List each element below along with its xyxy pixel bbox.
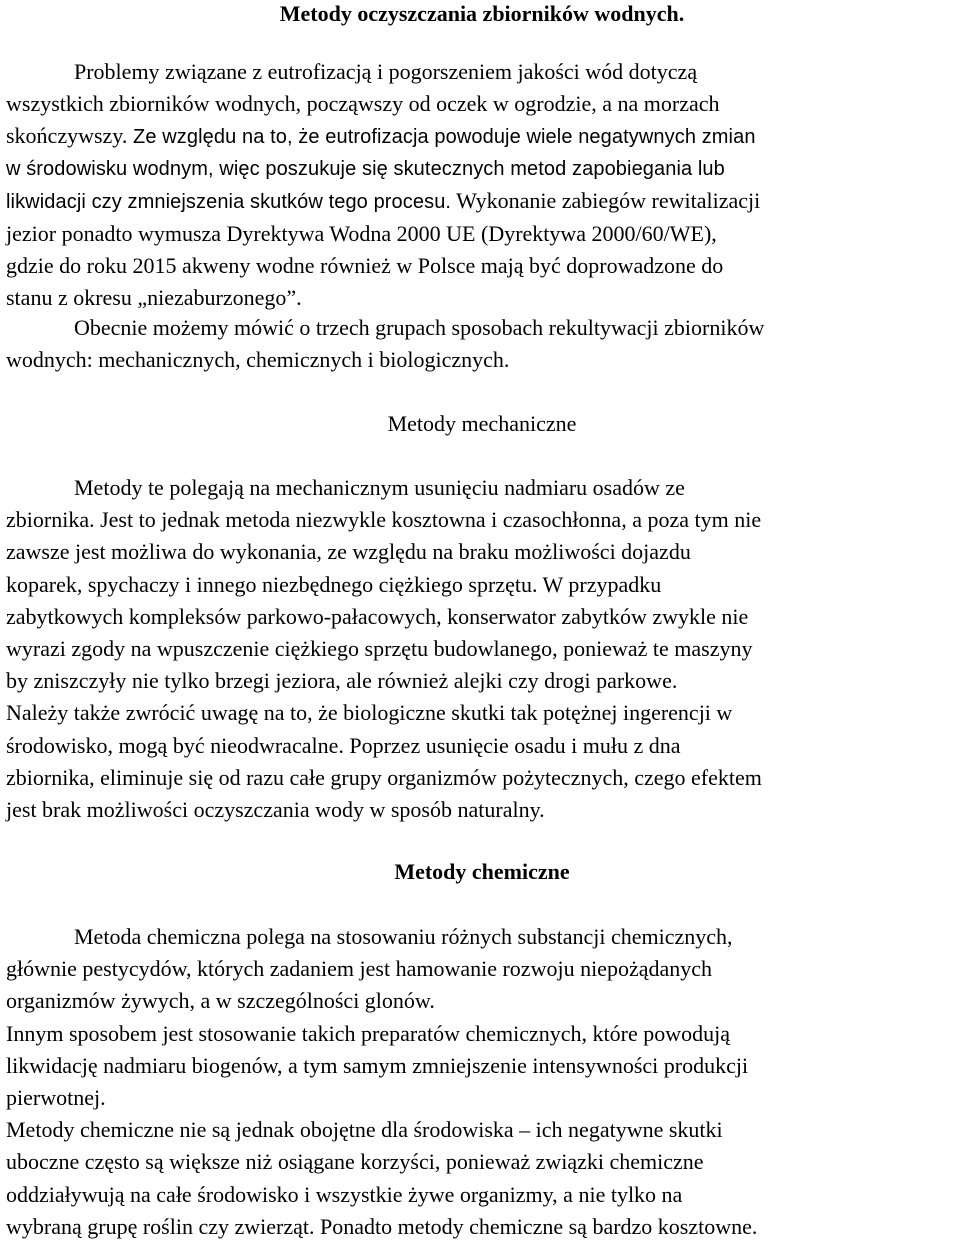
chemical-line: organizmów żywych, a w szczególności glonów.: [6, 988, 435, 1014]
intro-line: stanu z okresu „niezaburzonego”.: [6, 285, 302, 310]
mechanical-line: by zniszczyły nie tylko brzegi jeziora, ale również alejki czy drogi parkowe.: [6, 668, 678, 694]
section-heading-mechanical: Metody mechaniczne: [387, 411, 577, 436]
intro-line-sans-part: Ze względu na to, że eutrofizacja powoduje wiele negatywnych zmian: [127, 126, 756, 148]
intro-line: jezior ponadto wymusza Dyrektywa Wodna 2000 UE (Dyrektywa 2000/60/WE),: [6, 221, 717, 246]
chemical-line: Metoda chemiczna polega na stosowaniu różnych substancji chemicznych,: [74, 924, 733, 949]
chemical-line: uboczne często są większe niż osiągane korzyści, ponieważ związki chemiczne: [6, 1149, 704, 1175]
document-title: Metody oczyszczania zbiorników wodnych.: [279, 1, 685, 26]
mechanical-line: zawsze jest możliwa do wykonania, ze względu na braku możliwości dojazdu: [6, 539, 691, 565]
intro-line-serif-part: skończywszy.: [6, 123, 128, 148]
chemical-line: Metody chemiczne nie są jednak obojętne dla środowiska – ich negatywne skutki: [6, 1117, 723, 1143]
intro-line: [6, 185, 958, 218]
chemical-line: oddziaływują na całe środowisko i wszystkie żywe organizmy, a nie tylko na: [6, 1181, 683, 1207]
mechanical-line: Metody te polegają na mechanicznym usunięciu nadmiaru osadów ze: [74, 475, 685, 500]
intro-paragraph: [6, 56, 958, 314]
mechanical-line: zbiornika, eliminuje się od razu całe grupy organizmów pożytecznych, czego efektem: [6, 764, 762, 790]
groups-line: Obecnie możemy mówić o trzech grupach sposobach rekultywacji zbiorników: [74, 315, 765, 340]
mechanical-line: Należy także zwrócić uwagę na to, że biologiczne skutki tak potężnej ingerencji w: [6, 700, 733, 726]
chemical-line: wybraną grupę roślin czy zwierząt. Ponadto metody chemiczne są bardzo kosztowne.: [6, 1213, 758, 1239]
mechanical-line: jest brak możliwości oczyszczania wody w sposób naturalny.: [6, 797, 545, 823]
mechanical-line: zbiornika. Jest to jednak metoda niezwykle kosztowna i czasochłonna, a poza tym nie: [6, 507, 762, 533]
chemical-line: głównie pestycydów, których zadaniem jest hamowanie rozwoju niepożądanych: [6, 956, 713, 982]
intro-line: Problemy związane z eutrofizacją i pogorszeniem jakości wód dotyczą: [74, 59, 698, 84]
section-heading-chemical: Metody chemiczne: [394, 859, 570, 884]
intro-line: gdzie do roku 2015 akweny wodne również w Polsce mają być doprowadzone do: [6, 253, 724, 278]
mechanical-line: wyrazi zgody na wpuszczenie ciężkiego sprzętu budowlanego, ponieważ te maszyny: [6, 636, 753, 662]
intro-line-serif-part: Wykonanie zabiegów rewitalizacji: [451, 188, 761, 213]
mechanical-line: zabytkowych kompleksów parkowo-pałacowych, konserwator zabytków zwykle nie: [6, 603, 749, 629]
chemical-line: likwidację nadmiaru biogenów, a tym samym zmniejszenie intensywności produkcji: [6, 1052, 749, 1078]
groups-line: wodnych: mechanicznych, chemicznych i biologicznych.: [6, 347, 510, 372]
intro-line: [6, 120, 958, 153]
intro-line-sans-part: likwidacji czy zmniejszenia skutków tego procesu.: [6, 191, 452, 213]
chemical-line: pierwotnej.: [6, 1085, 106, 1111]
intro-line: w środowisku wodnym, więc poszukuje się skutecznych metod zapobiegania lub: [6, 158, 725, 180]
chemical-line: Innym sposobem jest stosowanie takich preparatów chemicznych, które powodują: [6, 1020, 730, 1046]
mechanical-line: koparek, spychaczy i innego niezbędnego ciężkiego sprzętu. W przypadku: [6, 571, 662, 597]
intro-line: wszystkich zbiorników wodnych, począwszy od oczek w ogrodzie, a na morzach: [6, 91, 720, 116]
groups-paragraph: [6, 312, 958, 376]
chemical-paragraph: [6, 921, 958, 1243]
mechanical-line: środowisko, mogą być nieodwracalne. Poprzez usunięcie osadu i mułu z dna: [6, 732, 681, 758]
mechanical-paragraph: [6, 472, 958, 826]
